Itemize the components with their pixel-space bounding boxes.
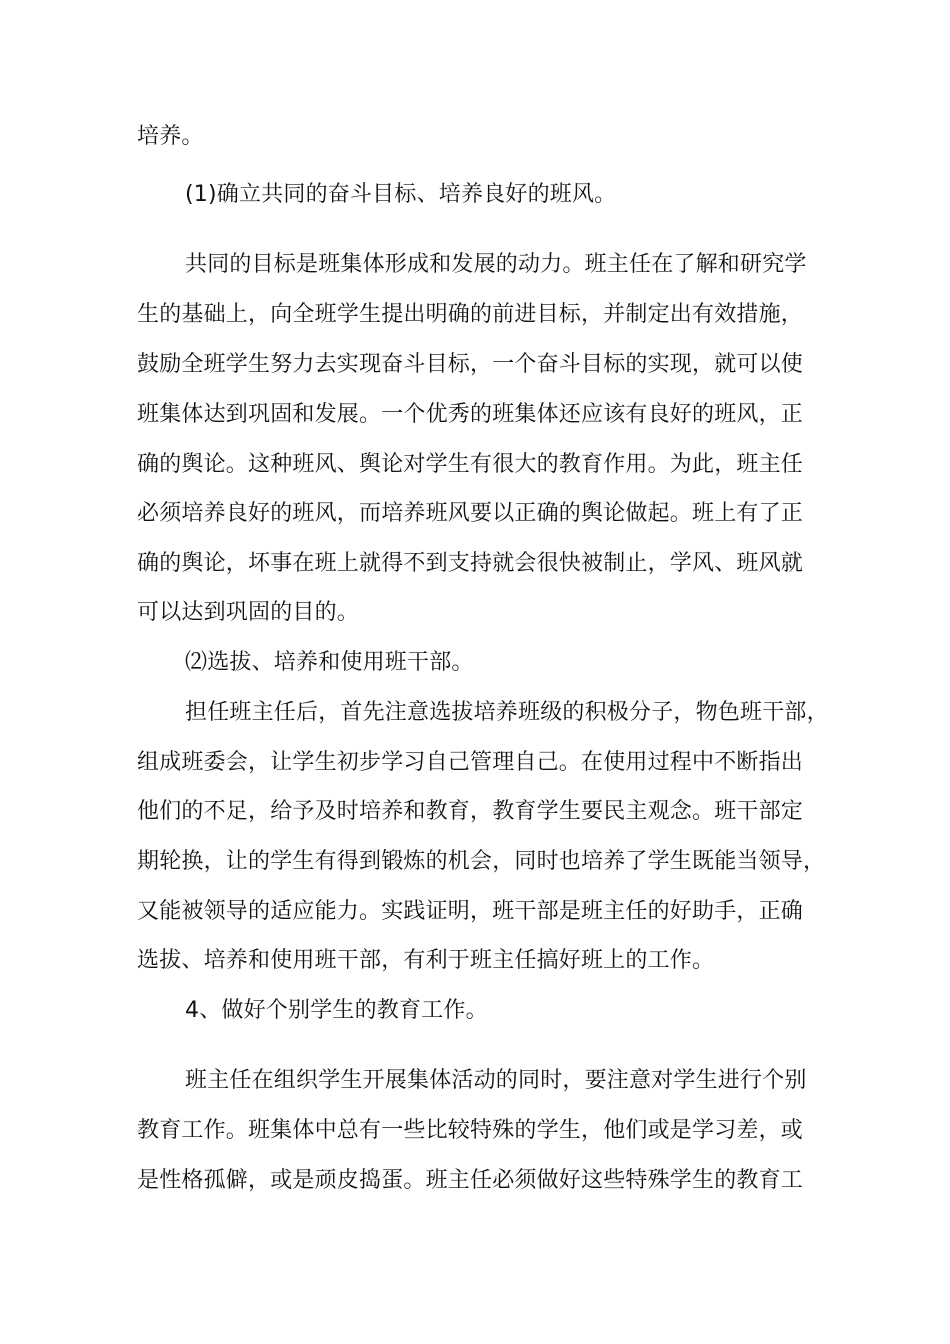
paragraph-line: 期轮换，让的学生有得到锻炼的机会，同时也培养了学生既能当领导， <box>137 849 826 874</box>
paragraph-line: 教育工作。班集体中总有一些比较特殊的学生，他们或是学习差，或 <box>137 1118 804 1143</box>
paragraph-line: 必须培养良好的班风，而培养班风要以正确的舆论做起。班上有了正 <box>137 501 804 526</box>
paragraph-line: 确的舆论。这种班风、舆论对学生有很大的教育作用。为此，班主任 <box>137 452 804 477</box>
paragraph-line: 又能被领导的适应能力。实践证明，班干部是班主任的好助手，正确 <box>137 899 804 924</box>
paragraph-line: 鼓励全班学生努力去实现奋斗目标，一个奋斗目标的实现，就可以使 <box>137 352 804 377</box>
paragraph-line: 班主任在组织学生开展集体活动的同时，要注意对学生进行个别 <box>185 1068 807 1093</box>
paragraph-line: 他们的不足，给予及时培养和教育，教育学生要民主观念。班干部定 <box>137 799 804 824</box>
paragraph-line: 确的舆论，坏事在班上就得不到支持就会很快被制止，学风、班风就 <box>137 551 804 576</box>
paragraph-line: 组成班委会，让学生初步学习自己管理自己。在使用过程中不断指出 <box>137 750 804 775</box>
paragraph-line: 是性格孤僻，或是顽皮捣蛋。班主任必须做好这些特殊学生的教育工 <box>137 1168 804 1193</box>
section-heading-2: ⑵选拔、培养和使用班干部。 <box>185 650 474 675</box>
paragraph-line: 可以达到巩固的目的。 <box>137 600 360 625</box>
paragraph-line: 培养。 <box>137 124 204 149</box>
paragraph-line: 共同的目标是班集体形成和发展的动力。班主任在了解和研究学 <box>185 252 807 277</box>
section-heading-1: (1)确立共同的奋斗目标、培养良好的班风。 <box>185 182 617 207</box>
paragraph-line: 生的基础上，向全班学生提出明确的前进目标，并制定出有效措施， <box>137 302 804 327</box>
section-heading-4: 4、做好个别学生的教育工作。 <box>185 998 488 1023</box>
paragraph-line: 选拔、培养和使用班干部，有利于班主任搞好班上的工作。 <box>137 948 715 973</box>
paragraph-line: 班集体达到巩固和发展。一个优秀的班集体还应该有良好的班风，正 <box>137 402 804 427</box>
paragraph-line: 担任班主任后，首先注意选拔培养班级的积极分子，物色班干部， <box>185 700 829 725</box>
